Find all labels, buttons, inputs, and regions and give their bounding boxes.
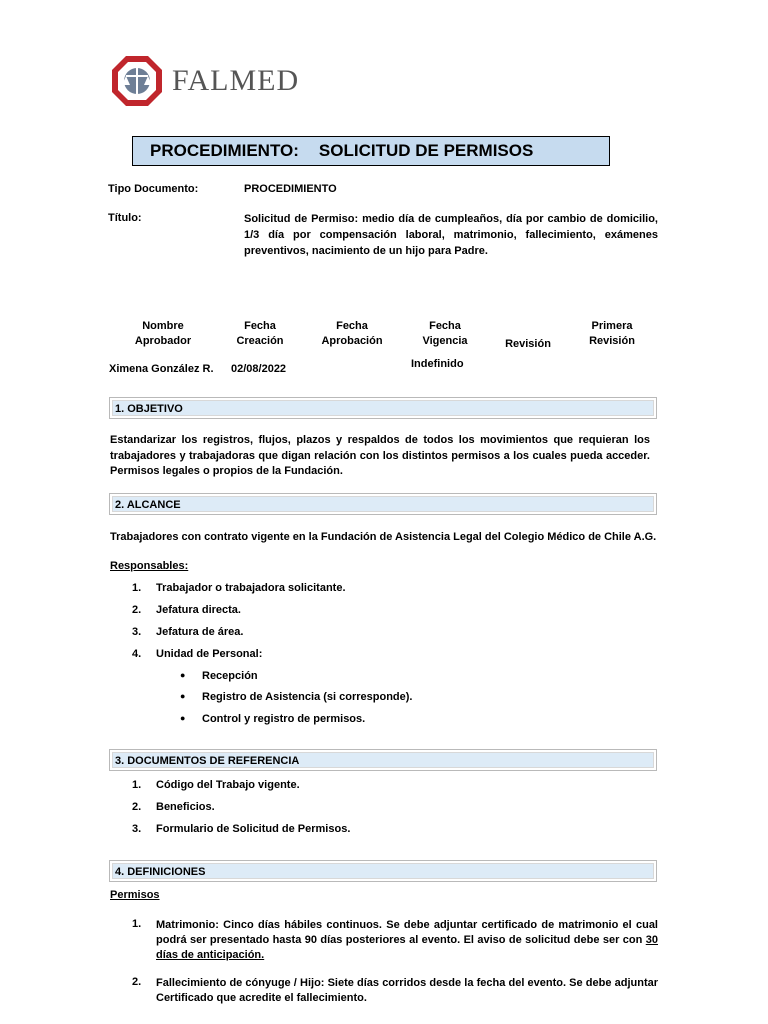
definicion-matrimonio-text: Matrimonio: Cinco días hábiles continuos. Se debe adjuntar certificado de matrimonio el cual podrá ser presentado hasta 90 días posteriores al evento. El aviso de solicitud debe ser con bbox=[156, 919, 658, 946]
alcance-text: Trabajadores con contrato vigente en la Fundación de Asistencia Legal del Colegio Médico de Chile A.G. bbox=[110, 531, 657, 543]
tipo-documento-value: PROCEDIMIENTO bbox=[244, 183, 337, 195]
section-documentos-header bbox=[109, 749, 657, 771]
section-objetivo-title: 1. OBJETIVO bbox=[112, 400, 654, 416]
title-left: PROCEDIMIENTO: bbox=[150, 141, 299, 160]
nombre-aprobador-value: Ximena González R. bbox=[109, 363, 214, 375]
definicion-matrimonio-tail: 30 días de anticipación. bbox=[156, 934, 658, 961]
document-title-box bbox=[132, 136, 610, 166]
header-nombre-aprobador: Nombre Aprobador bbox=[134, 320, 192, 347]
header-fecha-creacion: Fecha Creación bbox=[236, 320, 284, 347]
header-fecha-aprobacion: Fecha Aprobación bbox=[321, 320, 383, 347]
section-definiciones-header bbox=[109, 860, 657, 882]
logo-text: FALMED bbox=[172, 64, 300, 97]
header-fecha-vigencia: Fecha Vigencia bbox=[422, 320, 468, 347]
section-alcance-title: 2. ALCANCE bbox=[112, 496, 654, 512]
falmed-logo bbox=[110, 55, 299, 107]
definicion-fallecimiento: 2. Fallecimiento de cónyuge / Hijo: Siete días corridos desde la fecha del evento. Se debe adjuntar Certificado que acredite el fallecimiento. bbox=[132, 976, 658, 1004]
fecha-creacion-value: 02/08/2022 bbox=[231, 363, 287, 375]
permisos-label: Permisos bbox=[110, 889, 160, 901]
responsables-label: Responsables: bbox=[110, 560, 189, 572]
title-right: SOLICITUD DE PERMISOS bbox=[318, 141, 534, 160]
section-objetivo-header bbox=[109, 397, 657, 419]
titulo-value: Solicitud de Permiso: medio día de cumpleaños, día por cambio de domicilio, 1/3 día por compensación laboral, matrimonio, fallecimiento, exámenes preventivos, nacimiento de un hijo para Padre. bbox=[244, 213, 658, 257]
titulo-label: Título: bbox=[108, 212, 142, 224]
fecha-vigencia-value: Indefinido bbox=[411, 358, 464, 370]
section-documentos-title: 3. DOCUMENTOS DE REFERENCIA bbox=[112, 752, 654, 768]
definicion-matrimonio: 1. Matrimonio: Cinco días hábiles continuos. Se debe adjuntar certificado de matrimonio el cual podrá ser presentado hasta 90 días posteriores al evento. El aviso de solicitud debe ser con 30 días de anticipación. bbox=[132, 918, 658, 961]
objetivo-text: Estandarizar los registros, flujos, plazos y respaldos de todos los movimientos que requieran los trabajadores y trabajadoras que digan relación con los distintos permisos a los cuales pueda acceder. Permisos legales o propios de la Fundación. bbox=[110, 434, 650, 477]
header-primera-revision: Primera Revisión bbox=[589, 320, 635, 347]
tipo-documento-label: Tipo Documento: bbox=[108, 183, 199, 195]
section-alcance-header bbox=[109, 493, 657, 515]
section-definiciones-title: 4. DEFINICIONES bbox=[112, 863, 654, 879]
falmed-emblem-icon bbox=[110, 54, 164, 108]
header-revision: Revisión bbox=[505, 338, 551, 350]
definicion-fallecimiento-text: Fallecimiento de cónyuge / Hijo: Siete días corridos desde la fecha del evento. Se debe adjuntar Certificado que acredite el fallecimiento. bbox=[156, 977, 658, 1004]
